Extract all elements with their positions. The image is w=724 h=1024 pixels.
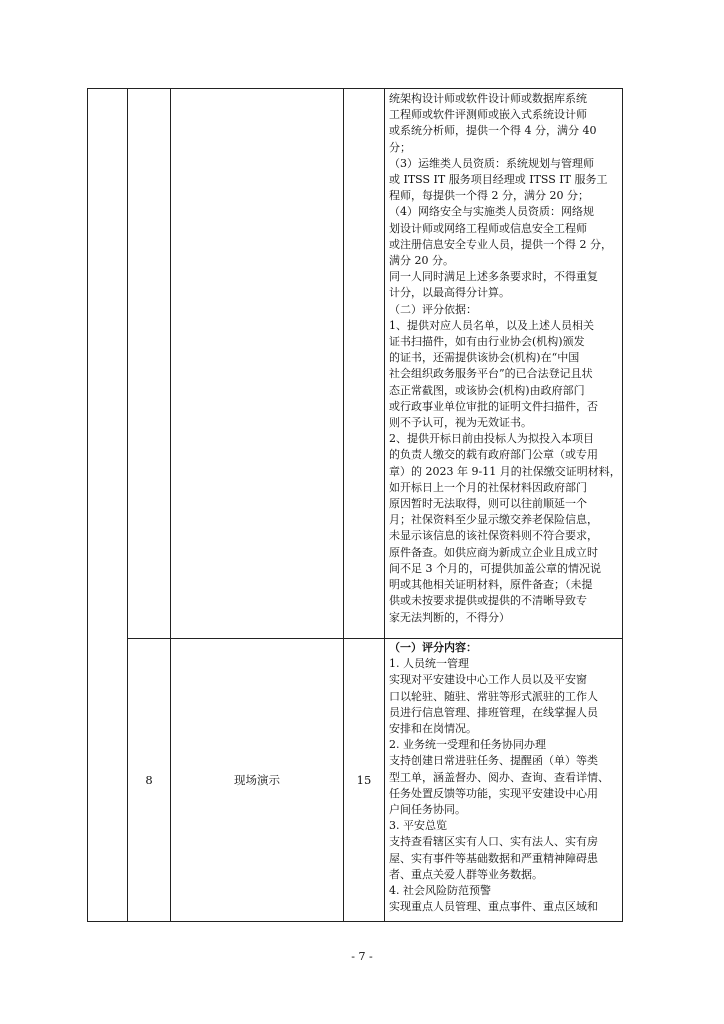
content-section-title: （一）评分内容：	[389, 641, 477, 654]
content-line: 如开标日上一个月的社保材料因政府部门	[389, 480, 587, 494]
column-divider	[384, 89, 385, 921]
content-line: 实现重点人员管理、重点事件、重点区域和	[389, 900, 598, 914]
content-line: （4）网络安全与实施类人员资质：网络规	[389, 205, 594, 219]
content-line: 任务处置反馈等功能，实现平安建设中心用	[389, 786, 598, 800]
item-name-cell	[171, 639, 343, 921]
content-line: 月；社保资料至少显示缴交养老保险信息，	[389, 513, 598, 527]
score-value: 15	[356, 773, 372, 787]
row-index-cell	[128, 639, 170, 921]
content-line: 原件备查。如供应商为新成立企业且成立时	[389, 545, 598, 559]
content-line: 原因暂时无法取得，则可以往前顺延一个	[389, 497, 587, 511]
content-line: （3）运维类人员资质：系统规划与管理师	[389, 156, 594, 170]
content-line: 章）的 2023 年 9-11 月的社保缴交证明材料，	[389, 464, 621, 478]
content-line: 支持查看辖区实有人口、实有法人、实有房	[389, 835, 598, 849]
content-line: 统架构设计师或软件设计师或数据库系统	[389, 92, 587, 105]
score-cell	[344, 639, 384, 921]
content-line: 或 ITSS IT 服务项目经理或 ITSS IT 服务工	[389, 173, 608, 187]
content-line: （二）评分依据：	[389, 302, 477, 316]
page-number: - 7 -	[351, 950, 373, 963]
lower-row-content	[389, 640, 621, 915]
content-line: 安排和在岗情况。	[389, 722, 477, 736]
content-line: 工程师或软件评测师或嵌入式系统设计师	[389, 108, 587, 122]
item-name: 现场演示	[234, 773, 280, 787]
content-line: 户间任务协同。	[389, 803, 466, 817]
content-line: 则不予认可，视为无效证书。	[389, 416, 532, 430]
content-line: 程师，每提供一个得 2 分，满分 20 分；	[389, 189, 589, 203]
content-line: 满分 20 分。	[389, 254, 454, 268]
content-line: 实现对平安建设中心工作人员以及平安窗	[389, 673, 587, 687]
content-line: 分；	[389, 140, 411, 154]
content-line: 社会组织政务服务平台”的已合法登记且状	[389, 367, 593, 381]
content-line: 3. 平安总览	[389, 819, 447, 833]
content-line: 或系统分析师，提供一个得 4 分，满分 40	[389, 124, 597, 138]
content-line: 的证书，还需提供该协会(机构)在“中国	[389, 351, 580, 365]
content-line: 证书扫描件，如有由行业协会(机构)颁发	[389, 335, 585, 349]
content-line: 4. 社会风险防范预警	[389, 884, 491, 898]
content-line: 支持创建日常进驻任务、提醒函（单）等类	[389, 754, 598, 768]
content-line: 者、重点关爱人群等业务数据。	[389, 867, 543, 881]
content-line: 间不足 3 个月的，可提供加盖公章的情况说	[389, 561, 601, 575]
content-line: 未显示该信息的该社保资料则不符合要求，	[389, 529, 598, 543]
row-index: 8	[145, 773, 153, 787]
content-line: 或注册信息安全专业人员，提供一个得 2 分，	[389, 237, 612, 251]
content-line: 1、提供对应人员名单，以及上述人员相关	[389, 318, 594, 332]
content-line: 供或未按要求提供或提供的不清晰导致专	[389, 594, 587, 608]
content-line: 2. 业务统一受理和任务协同办理	[389, 738, 546, 752]
content-line: 2、提供开标日前由投标人为拟投入本项目	[389, 432, 594, 446]
content-line: 型工单，涵盖督办、阅办、查询、查看详情、	[389, 770, 609, 784]
content-line: 计分，以最高得分计算。	[389, 286, 510, 300]
content-line: 屋、实有事件等基础数据和严重精神障碍患	[389, 851, 598, 865]
content-line: 或行政事业单位审批的证明文件扫描件，否	[389, 399, 598, 413]
content-line: 同一人同时满足上述多条要求时，不得重复	[389, 270, 598, 284]
content-line: 划设计师或网络工程师或信息安全工程师	[389, 221, 587, 235]
content-line: 员进行信息管理、排班管理，在线掌握人员	[389, 705, 598, 719]
content-line: 家无法判断的，不得分）	[389, 610, 510, 624]
content-line: 1. 人员统一管理	[389, 657, 469, 671]
content-line: 态正常截图，或该协会(机构)由政府部门	[389, 383, 585, 397]
content-line: 明或其他相关证明材料，原件备查；（未提	[389, 578, 593, 592]
content-line: 的负责人缴交的载有政府部门公章（或专用	[389, 448, 598, 462]
upper-row-content	[389, 91, 621, 626]
evaluation-table	[87, 88, 623, 922]
content-line: 口以轮驻、随驻、常驻等形式派驻的工作人	[389, 689, 598, 703]
